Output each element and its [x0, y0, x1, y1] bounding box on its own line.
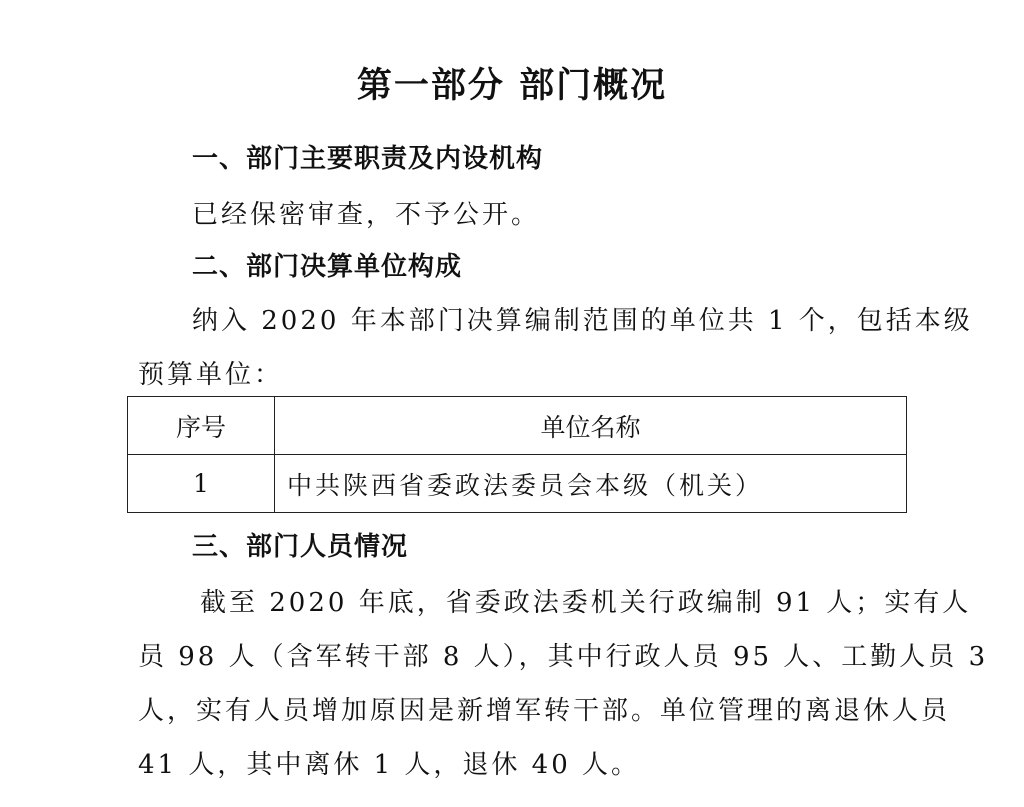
cell-unit-name: 中共陕西省委政法委员会本级（机关） [275, 455, 907, 513]
column-header-index: 序号 [128, 397, 275, 455]
section-2-body-line-2: 预算单位： [138, 360, 284, 390]
section-3-heading: 三、部门人员情况 [192, 532, 409, 562]
cell-index: 1 [128, 455, 275, 513]
section-1-heading: 一、部门主要职责及内设机构 [192, 144, 544, 174]
section-3-line-1: 截至 2020 年底，省委政法委机关行政编制 91 人；实有人 [200, 588, 972, 618]
table-row [128, 455, 907, 513]
page-title: 第一部分 部门概况 [356, 65, 668, 106]
section-2-body-line-1: 纳入 2020 年本部门决算编制范围的单位共 1 个，包括本级 [192, 306, 973, 336]
section-3-line-4: 41 人，其中离休 1 人，退休 40 人。 [138, 750, 641, 780]
table-header-row [128, 397, 907, 455]
column-header-unit-name: 单位名称 [275, 397, 907, 455]
section-1-body: 已经保密审查，不予公开。 [192, 200, 541, 230]
unit-table [127, 396, 907, 513]
section-3-line-2: 员 98 人（含军转干部 8 人），其中行政人员 95 人、工勤人员 3 [138, 642, 989, 672]
section-2-heading: 二、部门决算单位构成 [192, 252, 463, 282]
section-3-line-3: 人，实有人员增加原因是新增军转干部。单位管理的离退休人员 [138, 696, 951, 726]
